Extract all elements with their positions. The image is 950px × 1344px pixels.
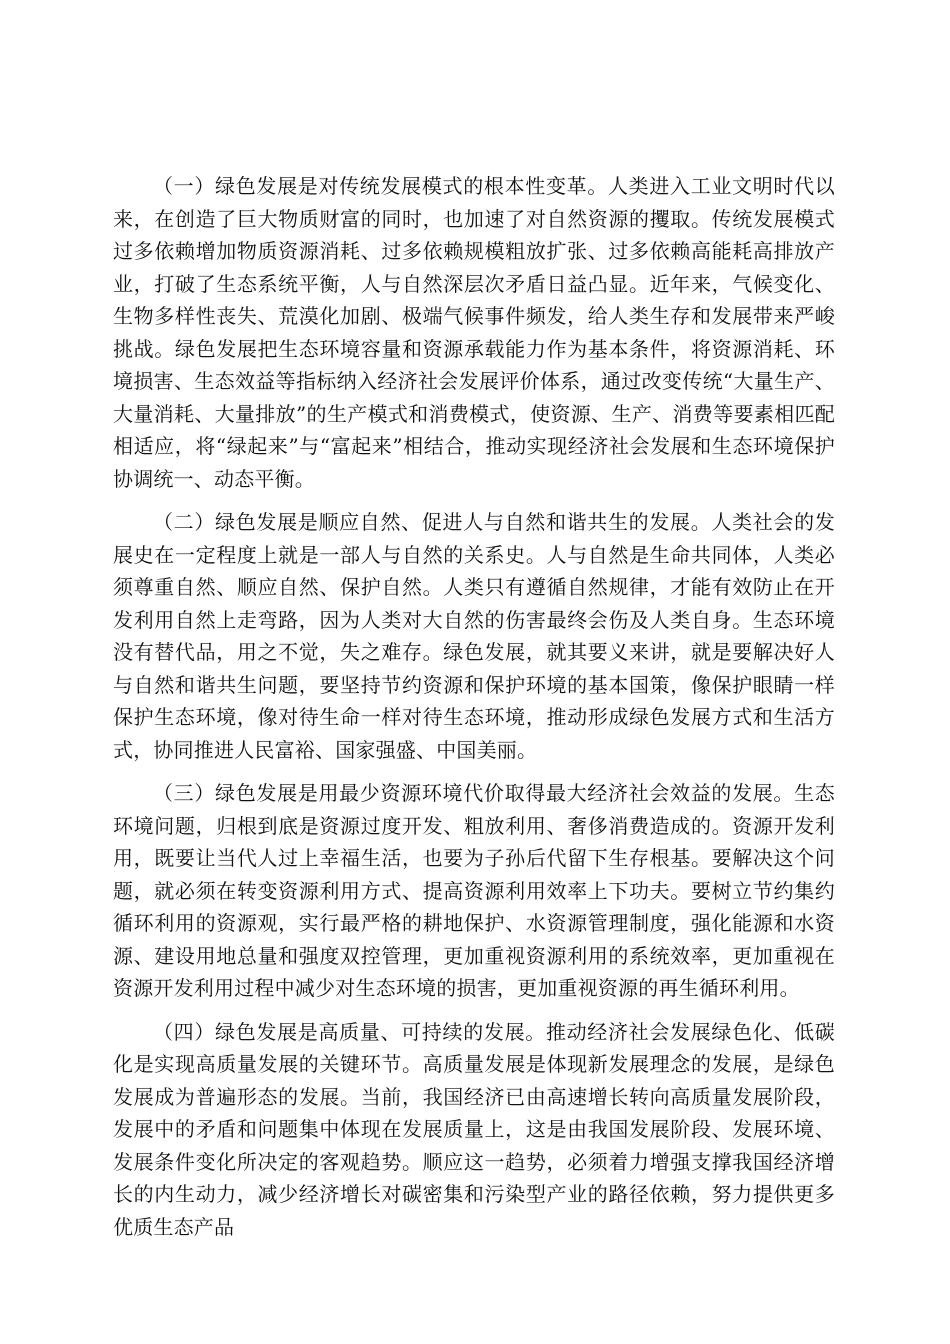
paragraph-2: （二）绿色发展是顺应自然、促进人与自然和谐共生的发展。人类社会的发展史在一定程度上就是一部人与自然的关系史。人与自然是生命共同体，人类必须尊重自然、顺应自然、保护自然。人类只有遵循自然规律，才能有效防止在开发利用自然上走弯路，因为人类对大自然的伤害最终会伤及人类自身。生态环境没有替代品，用之不觉，失之难存。绿色发展，就其要义来讲，就是要解决好人与自然和谐共生问题，要坚持节约资源和保护环境的基本国策，像保护眼睛一样保护生态环境，像对待生命一样对待生态环境，推动形成绿色发展方式和生活方式，协同推进人民富裕、国家强盛、中国美丽。 <box>113 510 835 762</box>
paragraph-3: （三）绿色发展是用最少资源环境代价取得最大经济社会效益的发展。生态环境问题，归根到底是资源过度开发、粗放利用、奢侈消费造成的。资源开发利用，既要让当代人过上幸福生活，也要为子孙后代留下生存根基。要解决这个问题，就必须在转变资源利用方式、提高资源利用效率上下功夫。要树立节约集约循环利用的资源观，实行最严格的耕地保护、水资源管理制度，强化能源和水资源、建设用地总量和强度双控管理，更加重视资源利用的系统效率，更加重视在资源开发利用过程中减少对生态环境的损害，更加重视资源的再生循环利用。 <box>113 781 835 1000</box>
document-body <box>113 170 835 1254</box>
paragraph-1: （一）绿色发展是对传统发展模式的根本性变革。人类进入工业文明时代以来，在创造了巨大物质财富的同时，也加速了对自然资源的攫取。传统发展模式过多依赖增加物质资源消耗、过多依赖规模粗放扩张、过多依赖高能耗高排放产业，打破了生态系统平衡，人与自然深层次矛盾日益凸显。近年来，气候变化、生物多样性丧失、荒漠化加剧、极端气候事件频发，给人类生存和发展带来严峻挑战。绿色发展把生态环境容量和资源承载能力作为基本条件，将资源消耗、环境损害、生态效益等指标纳入经济社会发展评价体系，通过改变传统“大量生产、大量消耗、大量排放”的生产模式和消费模式，使资源、生产、消费等要素相匹配相适应，将“绿起来”与“富起来”相结合，推动实现经济社会发展和生态环境保护协调统一、动态平衡。 <box>113 174 835 491</box>
paragraph-4: （四）绿色发展是高质量、可持续的发展。推动经济社会发展绿色化、低碳化是实现高质量发展的关键环节。高质量发展是体现新发展理念的发展，是绿色发展成为普遍形态的发展。当前，我国经济已由高速增长转向高质量发展阶段，发展中的矛盾和问题集中体现在发展质量上，这是由我国发展阶段、发展环境、发展条件变化所决定的客观趋势。顺应这一趋势，必须着力增强支撑我国经济增长的内生动力，减少经济增长对碳密集和污染型产业的路径依赖，努力提供更多优质生态产品 <box>113 1019 835 1239</box>
